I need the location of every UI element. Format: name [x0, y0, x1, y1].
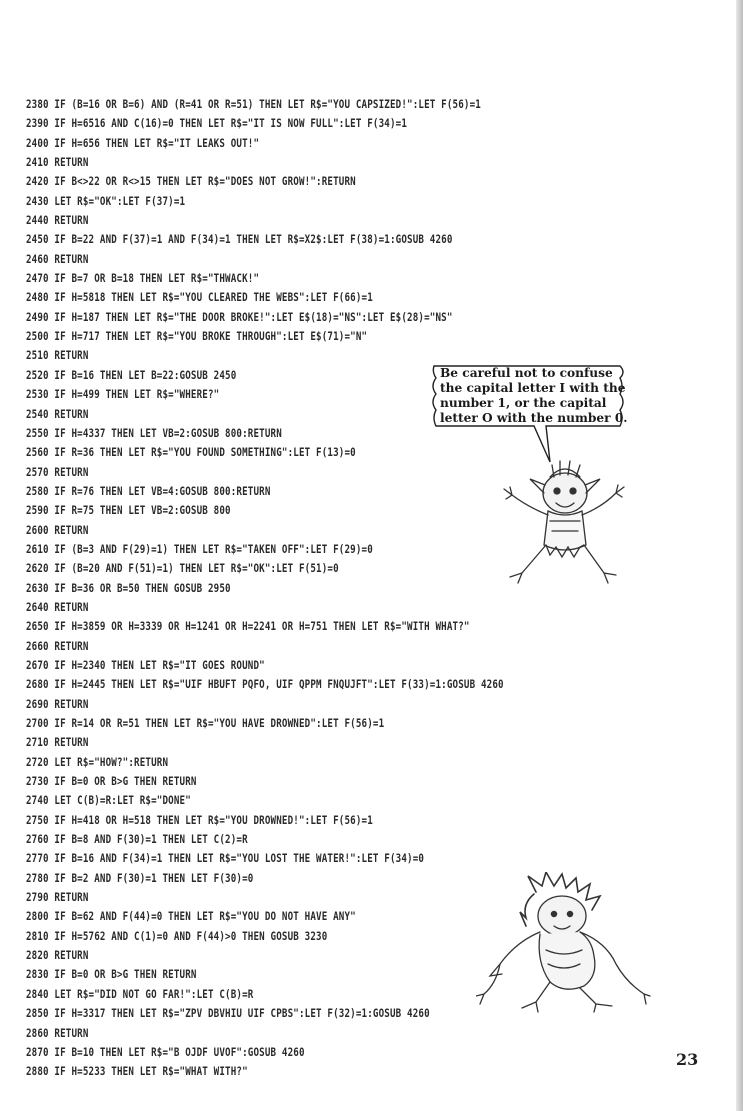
code-line: 2580 IF R=76 THEN LET VB=4:GOSUB 800:RETURN — [26, 484, 271, 498]
code-line: 2820 RETURN — [26, 949, 89, 963]
code-line: 2460 RETURN — [26, 252, 89, 266]
tip-speech-bubble — [424, 362, 628, 426]
code-line: 2720 LET R$="HOW?":RETURN — [26, 755, 169, 769]
code-line: 2650 IF H=3859 OR H=3339 OR H=1241 OR H=2241 OR H=751 THEN LET R$="WITH WHAT?" — [26, 620, 470, 634]
code-line: 2490 IF H=187 THEN LET R$="THE DOOR BROKE!":LET E$(18)="NS":LET E$(28)="NS" — [26, 310, 453, 324]
code-line: 2500 IF H=717 THEN LET R$="YOU BROKE THROUGH":LET E$(71)="N" — [26, 330, 368, 344]
code-line: 2730 IF B=0 OR B>G THEN RETURN — [26, 775, 197, 789]
code-line: 2790 RETURN — [26, 891, 89, 905]
code-line: 2640 RETURN — [26, 600, 89, 614]
code-line: 2770 IF B=16 AND F(34)=1 THEN LET R$="YOU LOST THE WATER!":LET F(34)=0 — [26, 852, 425, 866]
page-edge — [736, 0, 743, 1111]
code-line: 2390 IF H=6516 AND C(16)=0 THEN LET R$="IT IS NOW FULL":LET F(34)=1 — [26, 117, 408, 131]
code-line: 2410 RETURN — [26, 156, 89, 170]
code-line: 2450 IF B=22 AND F(37)=1 AND F(34)=1 THEN LET R$=X2$:LET F(38)=1:GOSUB 4260 — [26, 233, 453, 247]
code-line: 2420 IF B<>22 OR R<>15 THEN LET R$="DOES NOT GROW!":RETURN — [26, 175, 356, 189]
code-line: 2470 IF B=7 OR B=18 THEN LET R$="THWACK!" — [26, 272, 260, 286]
code-line: 2510 RETURN — [26, 349, 89, 363]
code-line: 2620 IF (B=20 AND F(51)=1) THEN LET R$="OK":LET F(51)=0 — [26, 562, 339, 576]
code-line: 2400 IF H=656 THEN LET R$="IT LEAKS OUT!" — [26, 136, 260, 150]
code-line: 2680 IF H=2445 THEN LET R$="UIF HBUFT PQFO, UIF QPPM FNQUJFT":LET F(33)=1:GOSUB 4260 — [26, 678, 504, 692]
code-line: 2380 IF (B=16 OR B=6) AND (R=41 OR R=51) THEN LET R$="YOU CAPSIZED!":LET F(56)=1 — [26, 98, 481, 111]
code-line: 2850 IF H=3317 THEN LET R$="ZPV DBVHIU UIF CPBS":LET F(32)=1:GOSUB 4260 — [26, 1007, 430, 1021]
code-line: 2760 IF B=8 AND F(30)=1 THEN LET C(2)=R — [26, 833, 248, 847]
code-line: 2530 IF H=499 THEN LET R$="WHERE?" — [26, 388, 220, 402]
code-line: 2860 RETURN — [26, 1026, 89, 1040]
code-line: 2840 LET R$="DID NOT GO FAR!":LET C(B)=R — [26, 987, 254, 1001]
code-line: 2440 RETURN — [26, 214, 89, 228]
goblin-illustration-bottom — [476, 872, 651, 1014]
code-line: 2570 RETURN — [26, 465, 89, 479]
code-line: 2830 IF B=0 OR B>G THEN RETURN — [26, 968, 197, 982]
code-line: 2700 IF R=14 OR R=51 THEN LET R$="YOU HAVE DROWNED":LET F(56)=1 — [26, 717, 385, 730]
tip-text: Be careful not to confuse the capital letter I with the number 1, or the capital letter O with the number 0. — [440, 366, 628, 425]
code-line: 2710 RETURN — [26, 736, 89, 750]
code-line: 2800 IF B=62 AND F(44)=0 THEN LET R$="YOU DO NOT HAVE ANY" — [26, 910, 356, 924]
code-line: 2880 IF H=5233 THEN LET R$="WHAT WITH?" — [26, 1065, 248, 1079]
code-line: 2870 IF B=10 THEN LET R$="B OJDF UVOF":GOSUB 4260 — [26, 1045, 305, 1059]
code-line: 2750 IF H=418 OR H=518 THEN LET R$="YOU DROWNED!":LET F(56)=1 — [26, 813, 373, 827]
code-line: 2590 IF R=75 THEN LET VB=2:GOSUB 800 — [26, 504, 231, 518]
code-line: 2610 IF (B=3 AND F(29)=1) THEN LET R$="TAKEN OFF":LET F(29)=0 — [26, 542, 373, 556]
code-line: 2690 RETURN — [26, 697, 89, 711]
code-line: 2560 IF R=36 THEN LET R$="YOU FOUND SOMETHING":LET F(13)=0 — [26, 446, 356, 460]
code-line: 2600 RETURN — [26, 523, 89, 537]
code-line: 2430 LET R$="OK":LET F(37)=1 — [26, 194, 186, 208]
code-line: 2810 IF H=5762 AND C(1)=0 AND F(44)>0 THEN GOSUB 3230 — [26, 929, 328, 943]
page-number: 23 — [676, 1050, 699, 1069]
code-line: 2630 IF B=36 OR B=50 THEN GOSUB 2950 — [26, 581, 231, 595]
goblin-illustration-top — [490, 455, 640, 590]
code-line: 2780 IF B=2 AND F(30)=1 THEN LET F(30)=0 — [26, 871, 254, 885]
code-line: 2520 IF B=16 THEN LET B=22:GOSUB 2450 — [26, 368, 237, 382]
code-line: 2540 RETURN — [26, 407, 89, 421]
code-line: 2670 IF H=2340 THEN LET R$="IT GOES ROUND" — [26, 658, 265, 672]
code-line: 2740 LET C(B)=R:LET R$="DONE" — [26, 794, 191, 808]
code-line: 2480 IF H=5818 THEN LET R$="YOU CLEARED THE WEBS":LET F(66)=1 — [26, 291, 373, 305]
code-line: 2660 RETURN — [26, 639, 89, 653]
code-line: 2550 IF H=4337 THEN LET VB=2:GOSUB 800:RETURN — [26, 426, 282, 440]
